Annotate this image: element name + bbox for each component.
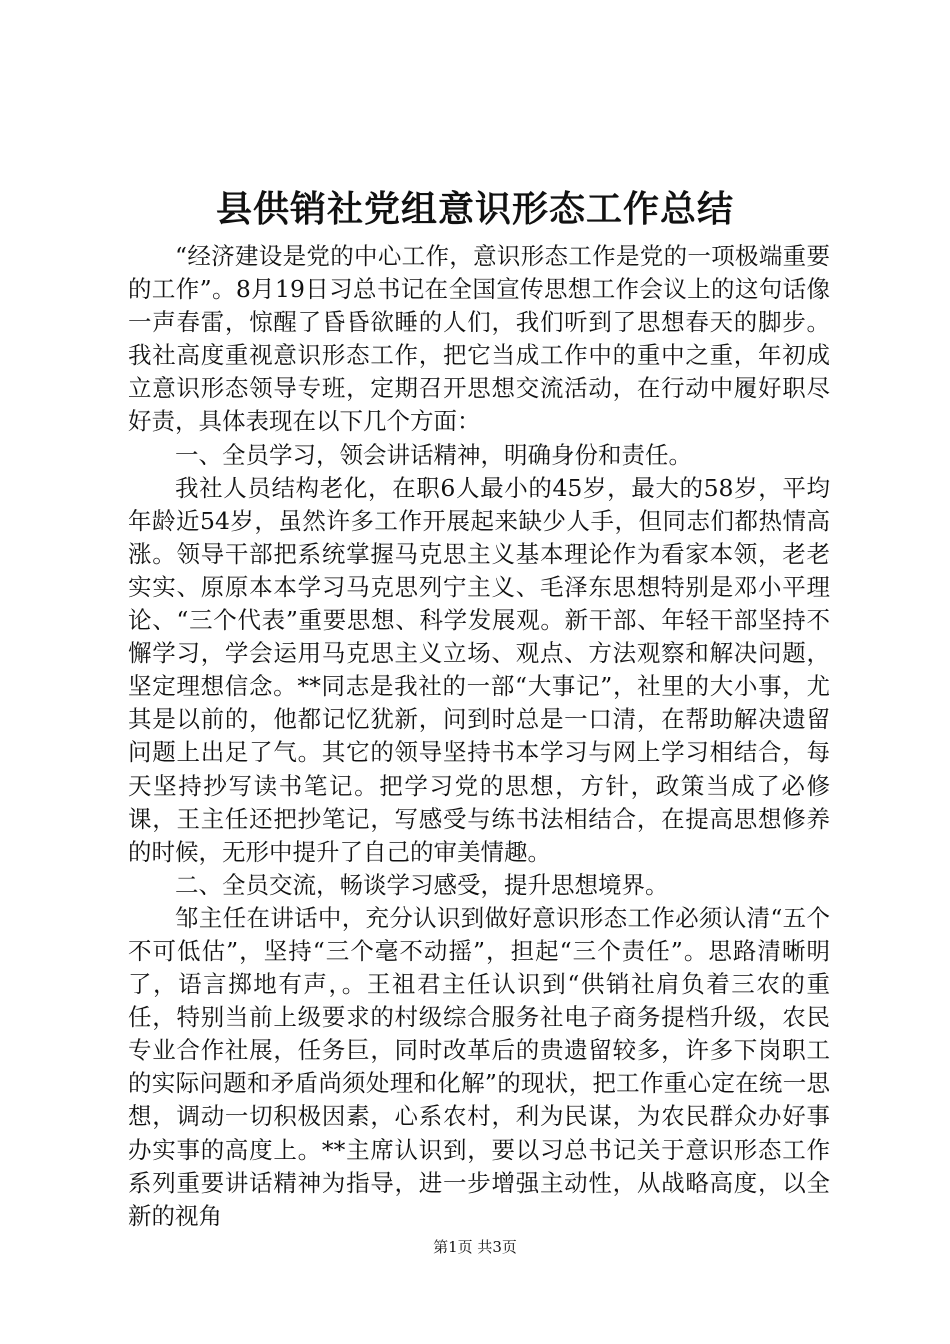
paragraph-section-1: 我社人员结构老化，在职6人最小的45岁，最大的58岁，平均年龄近54岁，虽然许多工作开展起来缺少人手，但同志们都热情高涨。领导干部把系统掌握马克思主义基本理论作为看家本领，老老实实、原原本本学习马克思列宁主义、毛泽东思想特别是邓小平理论、“三个代表”重要思想、科学发展观。新干部、年轻干部坚持不懈学习，学会运用马克思主义立场、观点、方法观察和解决问题，坚定理想信念。**同志是我社的一部“大事记”，社里的大小事，尤其是以前的，他都记忆犹新，问到时总是一口清，在帮助解决遗留问题上出足了气。其它的领导坚持书本学习与网上学习相结合，每天坚持抄写读书笔记。把学习党的思想，方针，政策当成了必修课，王主任还把抄笔记，写感受与练书法相结合，在提高思想修养的时候，无形中提升了自己的审美情趣。 [128, 473, 830, 866]
document-title: 县供销社党组意识形态工作总结 [215, 188, 734, 230]
paragraph-intro: “经济建设是党的中心工作，意识形态工作是党的一项极端重要的工作”。8月19日习总书记在全国宣传思想工作会议上的这句话像一声春雷，惊醒了昏昏欲睡的人们，我们听到了思想春天的脚步。我社高度重视意识形态工作，把它当成工作中的重中之重，年初成立意识形态领导专班，定期召开思想交流活动，在行动中履好职尽好责，具体表现在以下几个方面： [128, 242, 830, 436]
document-body [128, 240, 830, 1233]
section-heading-1: 一、全员学习，领会讲话精神，明确身份和责任。 [175, 440, 692, 469]
section-heading-2: 二、全员交流，畅谈学习感受，提升思想境界。 [175, 870, 669, 899]
paragraph-section-2: 邹主任在讲话中，充分认识到做好意识形态工作必须认清“五个不可低估”，坚持“三个毫不动摇”，担起“三个责任”。思路清晰明了，语言掷地有声，。王祖君主任认识到“供销社肩负着三农的重任，特别当前上级要求的村级综合服务社电子商务提档升级，农民专业合作社展，任务巨，同时改革后的贵遗留较多，许多下岗职工的实际问题和矛盾尚须处理和化解”的现状，把工作重心定在统一思想，调动一切积极因素，心系农村，利为民谋，为农民群众办好事办实事的高度上。**主席认识到，要以习总书记关于意识形态工作系列重要讲话精神为指导，进一步增强主动性，从战略高度，以全新的视角 [128, 903, 830, 1230]
page-number-footer: 第1页 共3页 [433, 1238, 517, 1256]
